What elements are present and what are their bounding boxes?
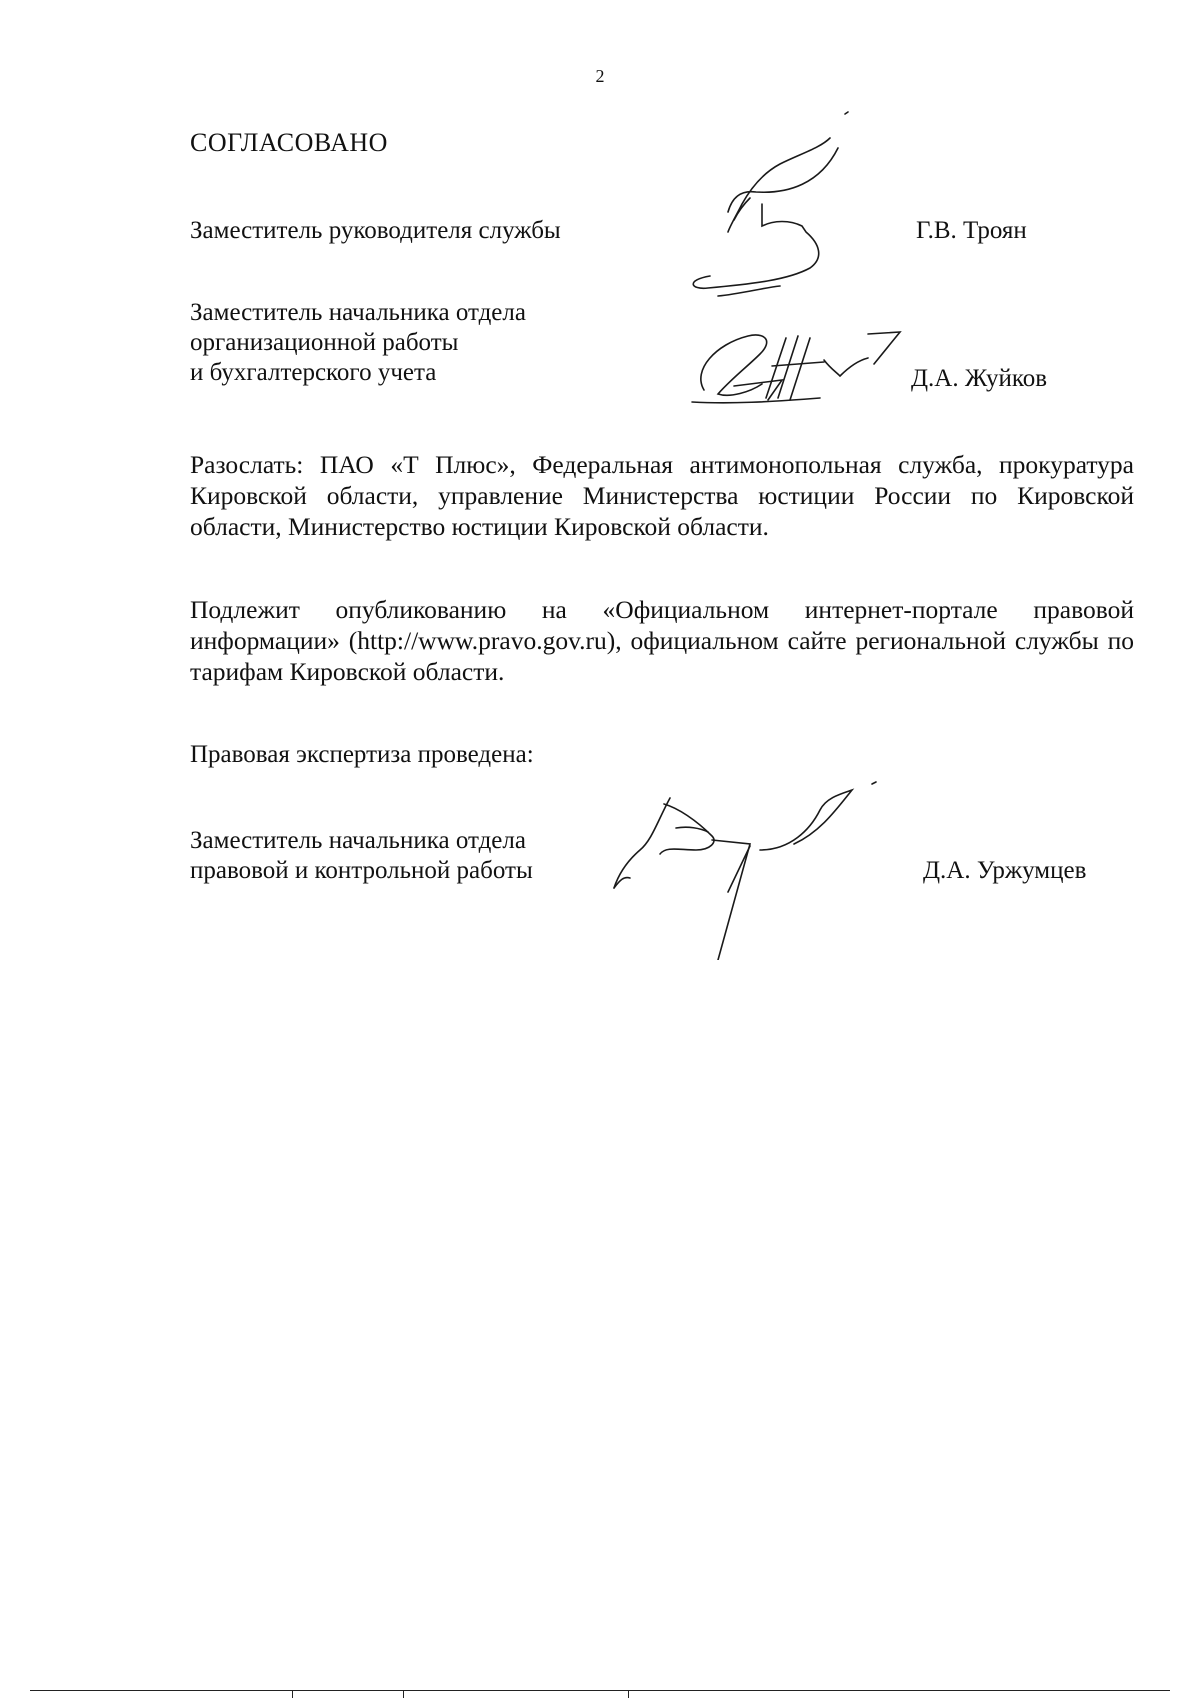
legal-review-name: Д.А. Уржумцев — [923, 857, 1087, 884]
legal-review-role-line: правовой и контрольной работы — [190, 857, 533, 884]
publication-paragraph: Подлежит опубликованию на «Официальном интернет-портале правовой информации» (http://www.pravo.gov.ru), официальном сайте региональной службы по тарифам Кировской области. — [190, 595, 1134, 686]
signatory-2-name: Д.А. Жуйков — [911, 365, 1048, 392]
page-number: 2 — [595, 66, 605, 86]
footer-tick — [292, 1690, 293, 1698]
footer-rule — [30, 1690, 1170, 1691]
signatory-1-role — [190, 216, 561, 246]
signatory-2-role-line: и бухгалтерского учета — [190, 359, 437, 386]
footer-tick — [628, 1690, 629, 1698]
signatory-2-role — [190, 298, 526, 388]
footer-tick — [403, 1690, 404, 1698]
legal-review-role-line: Заместитель начальника отдела — [190, 827, 526, 854]
signatory-2-role-line: организационной работы — [190, 329, 459, 356]
distribution-paragraph: Разослать: ПАО «Т Плюс», Федеральная антимонопольная служба, прокуратура Кировской области, управление Министерства юстиции России по Кировской области, Министерство юстиции Кировской области. — [190, 450, 1134, 541]
signature-troyan-image — [670, 108, 930, 308]
legal-review-role — [190, 826, 533, 886]
signature-zhuykov-image — [690, 320, 920, 410]
signatory-2-role-line: Заместитель начальника отдела — [190, 299, 526, 326]
signatory-1-role-line: Заместитель руководителя службы — [190, 217, 561, 244]
signatory-1-name: Г.В. Троян — [916, 217, 1027, 244]
signature-urzhumtsev-image — [600, 780, 880, 960]
approval-heading: СОГЛАСОВАНО — [190, 128, 388, 157]
legal-review-label: Правовая экспертиза проведена: — [190, 741, 534, 768]
